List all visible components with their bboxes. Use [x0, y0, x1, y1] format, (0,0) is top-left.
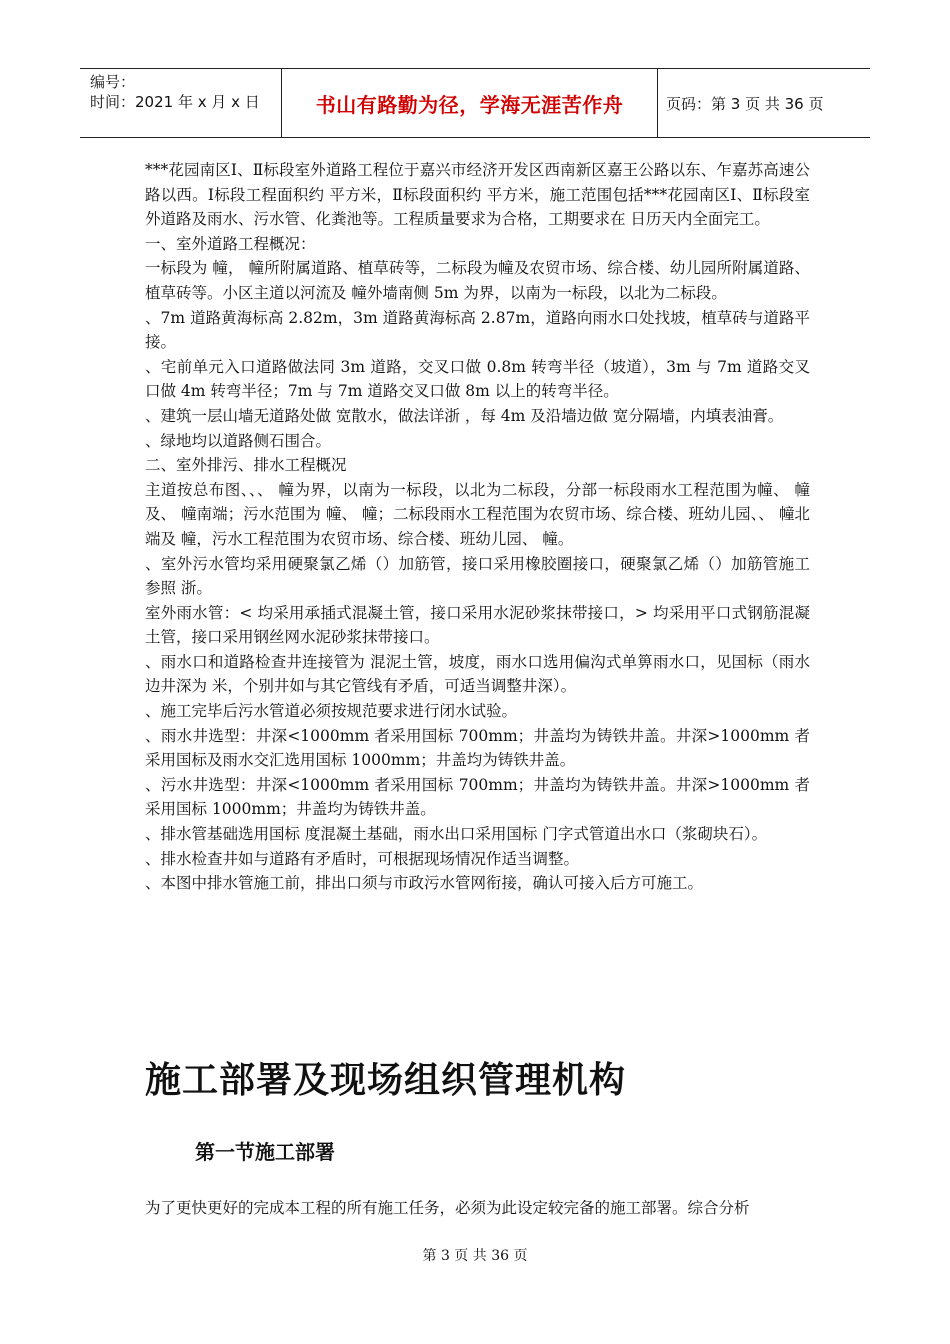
- paragraph: 为了更快更好的完成本工程的所有施工任务，必须为此设定较完备的施工部署。综合分析: [145, 1199, 750, 1217]
- paragraph: 、建筑一层山墙无道路处做 宽散水，做法详浙 ，每 4m 及沿墙边做 宽分隔墙，内填表油膏。: [145, 406, 784, 425]
- paragraph: 一、室外道路工程概况：: [145, 234, 316, 253]
- page-footer: 第 3 页 共 36 页: [422, 1248, 528, 1264]
- document-time-label: 时间：2021 年 x 月 x 日: [90, 93, 260, 111]
- paragraph: 、排水管基础选用国标 度混凝土基础，雨水出口采用国标 门字式管道出水口（浆砌块石）。: [145, 825, 768, 844]
- header-page-info: 页码：第 3 页 共 36 页: [666, 94, 824, 113]
- subsection-title: 第一节施工部署: [195, 1140, 335, 1164]
- paragraph: 、雨水口和道路检查井连接管为 混泥土管，坡度，雨水口选用偏沟式单箅雨水口，见国标（雨水边井深为 米，个别井如与其它管线有矛盾，可适当调整井深）。: [145, 652, 810, 696]
- section-title: 施工部署及现场组织管理机构: [145, 1060, 627, 1101]
- paragraph: 、宅前单元入口道路做法同 3m 道路，交叉口做 0.8m 转弯半径（坡道），3m 与 7m 道路交叉口做 4m 转弯半径；7m 与 7m 道路交叉口做 8m 以上的转弯半径。: [145, 357, 810, 401]
- header-motto: 书山有路勤为径，学海无涯苦作舟: [282, 69, 658, 137]
- paragraph: ***花园南区Ⅰ、Ⅱ标段室外道路工程位于嘉兴市经济开发区西南新区嘉王公路以东、乍嘉苏高速公路以西。Ⅰ标段工程面积约 平方米，Ⅱ标段面积约 平方米，施工范围包括***花园南区Ⅰ、Ⅱ标段室外道路及雨水、污水管、化粪池等。工程质量要求为合格，工期要求在 日历天内全面完工。: [145, 161, 810, 229]
- paragraph: 、室外污水管均采用硬聚氯乙烯（）加筋管，接口采用橡胶圈接口，硬聚氯乙烯（）加筋管施工参照 浙。: [145, 554, 810, 598]
- paragraph: 主道按总布图、、、 幢为界，以南为一标段，以北为二标段，分部一标段雨水工程范围为幢、 幢及、 幢南端；污水范围为 幢、 幢；二标段雨水工程范围为农贸市场、综合楼、班幼儿园、、 幢北端及 幢，污水工程范围为农贸市场、综合楼、班幼儿园、 幢。: [145, 480, 810, 548]
- paragraph: 、排水检查井如与道路有矛盾时，可根据现场情况作适当调整。: [145, 849, 580, 868]
- paragraph: 、施工完毕后污水管道必须按规范要求进行闭水试验。: [145, 702, 518, 721]
- header-meta: [80, 69, 282, 137]
- paragraph: 、本图中排水管施工前，排出口须与市政污水管网衔接，确认可接入后方可施工。: [145, 874, 704, 893]
- paragraph: 、7m 道路黄海标高 2.82m，3m 道路黄海标高 2.87m，道路向雨水口处找坡，植草砖与道路平接。: [145, 308, 810, 352]
- paragraph: 、污水井选型：井深<1000mm 者采用国标 700mm；井盖均为铸铁井盖。井深>1000mm 者采用国标 1000mm；井盖均为铸铁井盖。: [145, 775, 810, 819]
- body-text: [145, 158, 810, 896]
- paragraph: 、雨水井选型：井深<1000mm 者采用国标 700mm；井盖均为铸铁井盖。井深>1000mm 者采用国标及雨水交汇选用国标 1000mm；井盖均为铸铁井盖。: [145, 726, 810, 770]
- page-header: [80, 68, 870, 138]
- paragraph: 一标段为 幢， 幢所附属道路、植草砖等，二标段为幢及农贸市场、综合楼、幼儿园所附属道路、植草砖等。小区主道以河流及 幢外墙南侧 5m 为界，以南为一标段，以北为二标段。: [145, 259, 810, 302]
- paragraph: 室外雨水管：< 均采用承插式混凝土管，接口采用水泥砂浆抹带接口，> 均采用平口式钢筋混凝土管，接口采用钢丝网水泥砂浆抹带接口。: [145, 603, 810, 647]
- document-number-label: 编号：: [90, 73, 136, 91]
- paragraph: 、绿地均以道路侧石围合。: [145, 431, 332, 450]
- paragraph: 二、室外排污、排水工程概况: [145, 456, 347, 475]
